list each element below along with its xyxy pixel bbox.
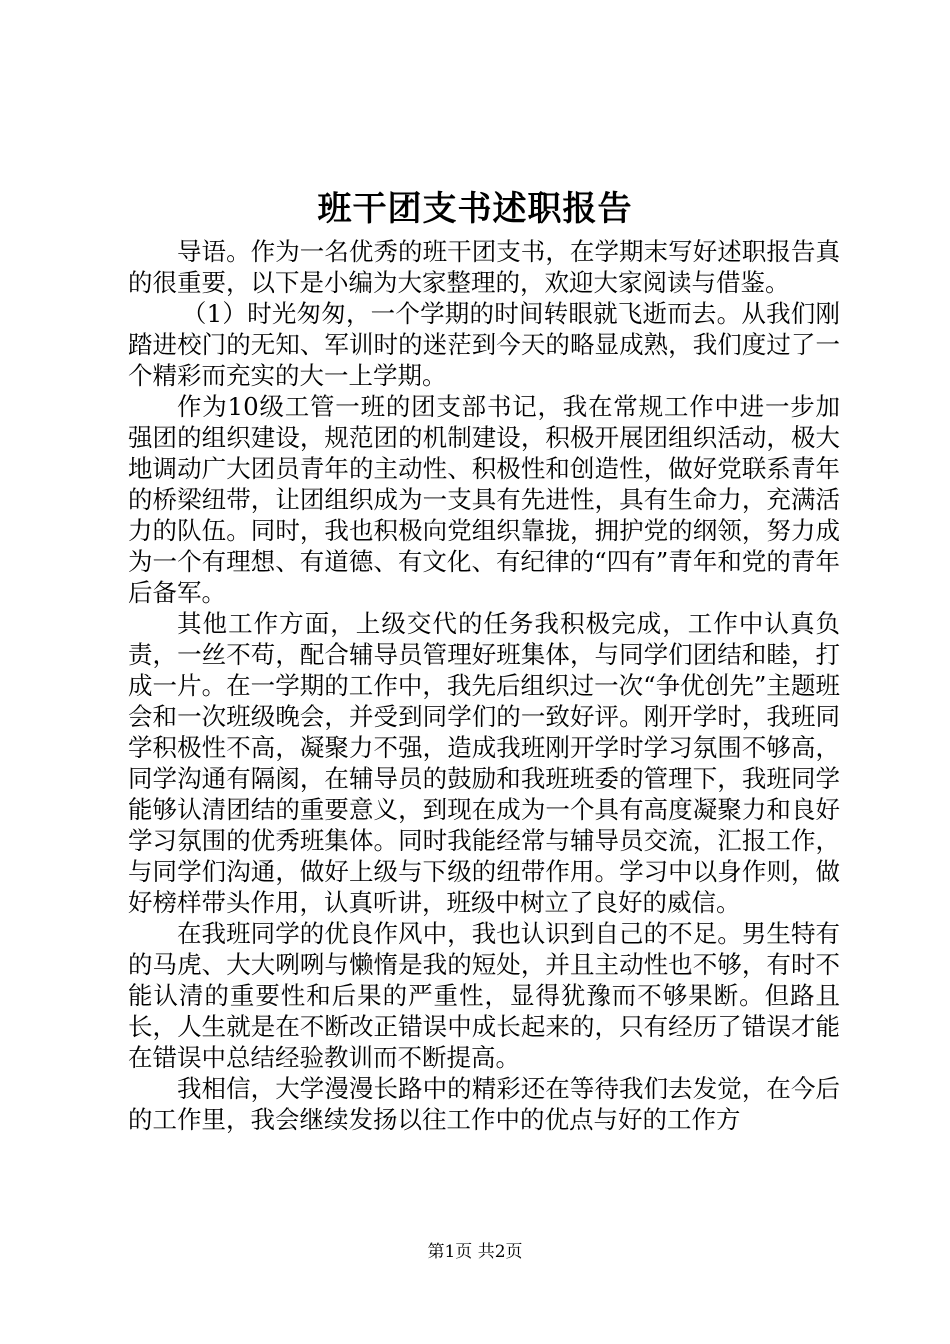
document-body	[128, 236, 840, 1135]
paragraph-3: 其他工作方面，上级交代的任务我积极完成，工作中认真负责，一丝不苟，配合辅导员管理好班集体，与同学们团结和睦，打成一片。在一学期的工作中，我先后组织过一次“争优创先”主题班会和一次班级晚会，并受到同学们的一致好评。刚开学时，我班同学积极性不高，凝聚力不强，造成我班刚开学时学习氛围不够高，同学沟通有隔阂，在辅导员的鼓励和我班班委的管理下，我班同学能够认清团结的重要意义，到现在成为一个具有高度凝聚力和良好学习氛围的优秀班集体。同时我能经常与辅导员交流，汇报工作，与同学们沟通，做好上级与下级的纽带作用。学习中以身作则，做好榜样带头作用，认真听讲，班级中树立了良好的威信。	[128, 609, 840, 917]
paragraph-5: 我相信，大学漫漫长路中的精彩还在等待我们去发觉，在今后的工作里，我会继续发扬以往工作中的优点与好的工作方	[128, 1074, 840, 1134]
document-title: 班干团支书述职报告	[317, 189, 633, 229]
paragraph-4: 在我班同学的优良作风中，我也认识到自己的不足。男生特有的马虎、大大咧咧与懒惰是我的短处，并且主动性也不够，有时不能认清的重要性和后果的严重性，显得犹豫而不够果断。但路且长，人生就是在不断改正错误中成长起来的，只有经历了错误才能在错误中总结经验教训而不断提高。	[128, 919, 840, 1072]
paragraph-2: 作为10级工管一班的团支部书记，我在常规工作中进一步加强团的组织建设，规范团的机制建设，积极开展团组织活动，极大地调动广大团员青年的主动性、积极性和创造性，做好党联系青年的桥梁纽带，让团组织成为一支具有先进性，具有生命力，充满活力的队伍。同时，我也积极向党组织靠拢，拥护党的纲领，努力成为一个有理想、有道德、有文化、有纪律的“四有”青年和党的青年后备军。	[128, 392, 840, 607]
paragraph-1: （1）时光匆匆，一个学期的时间转眼就飞逝而去。从我们刚踏进校门的无知、军训时的迷茫到今天的略显成熟，我们度过了一个精彩而充实的大一上学期。	[128, 299, 840, 390]
page-footer: 第1页 共2页	[427, 1242, 523, 1262]
paragraph-intro: 导语。作为一名优秀的班干团支书，在学期末写好述职报告真的很重要，以下是小编为大家整理的，欢迎大家阅读与借鉴。	[128, 237, 840, 297]
